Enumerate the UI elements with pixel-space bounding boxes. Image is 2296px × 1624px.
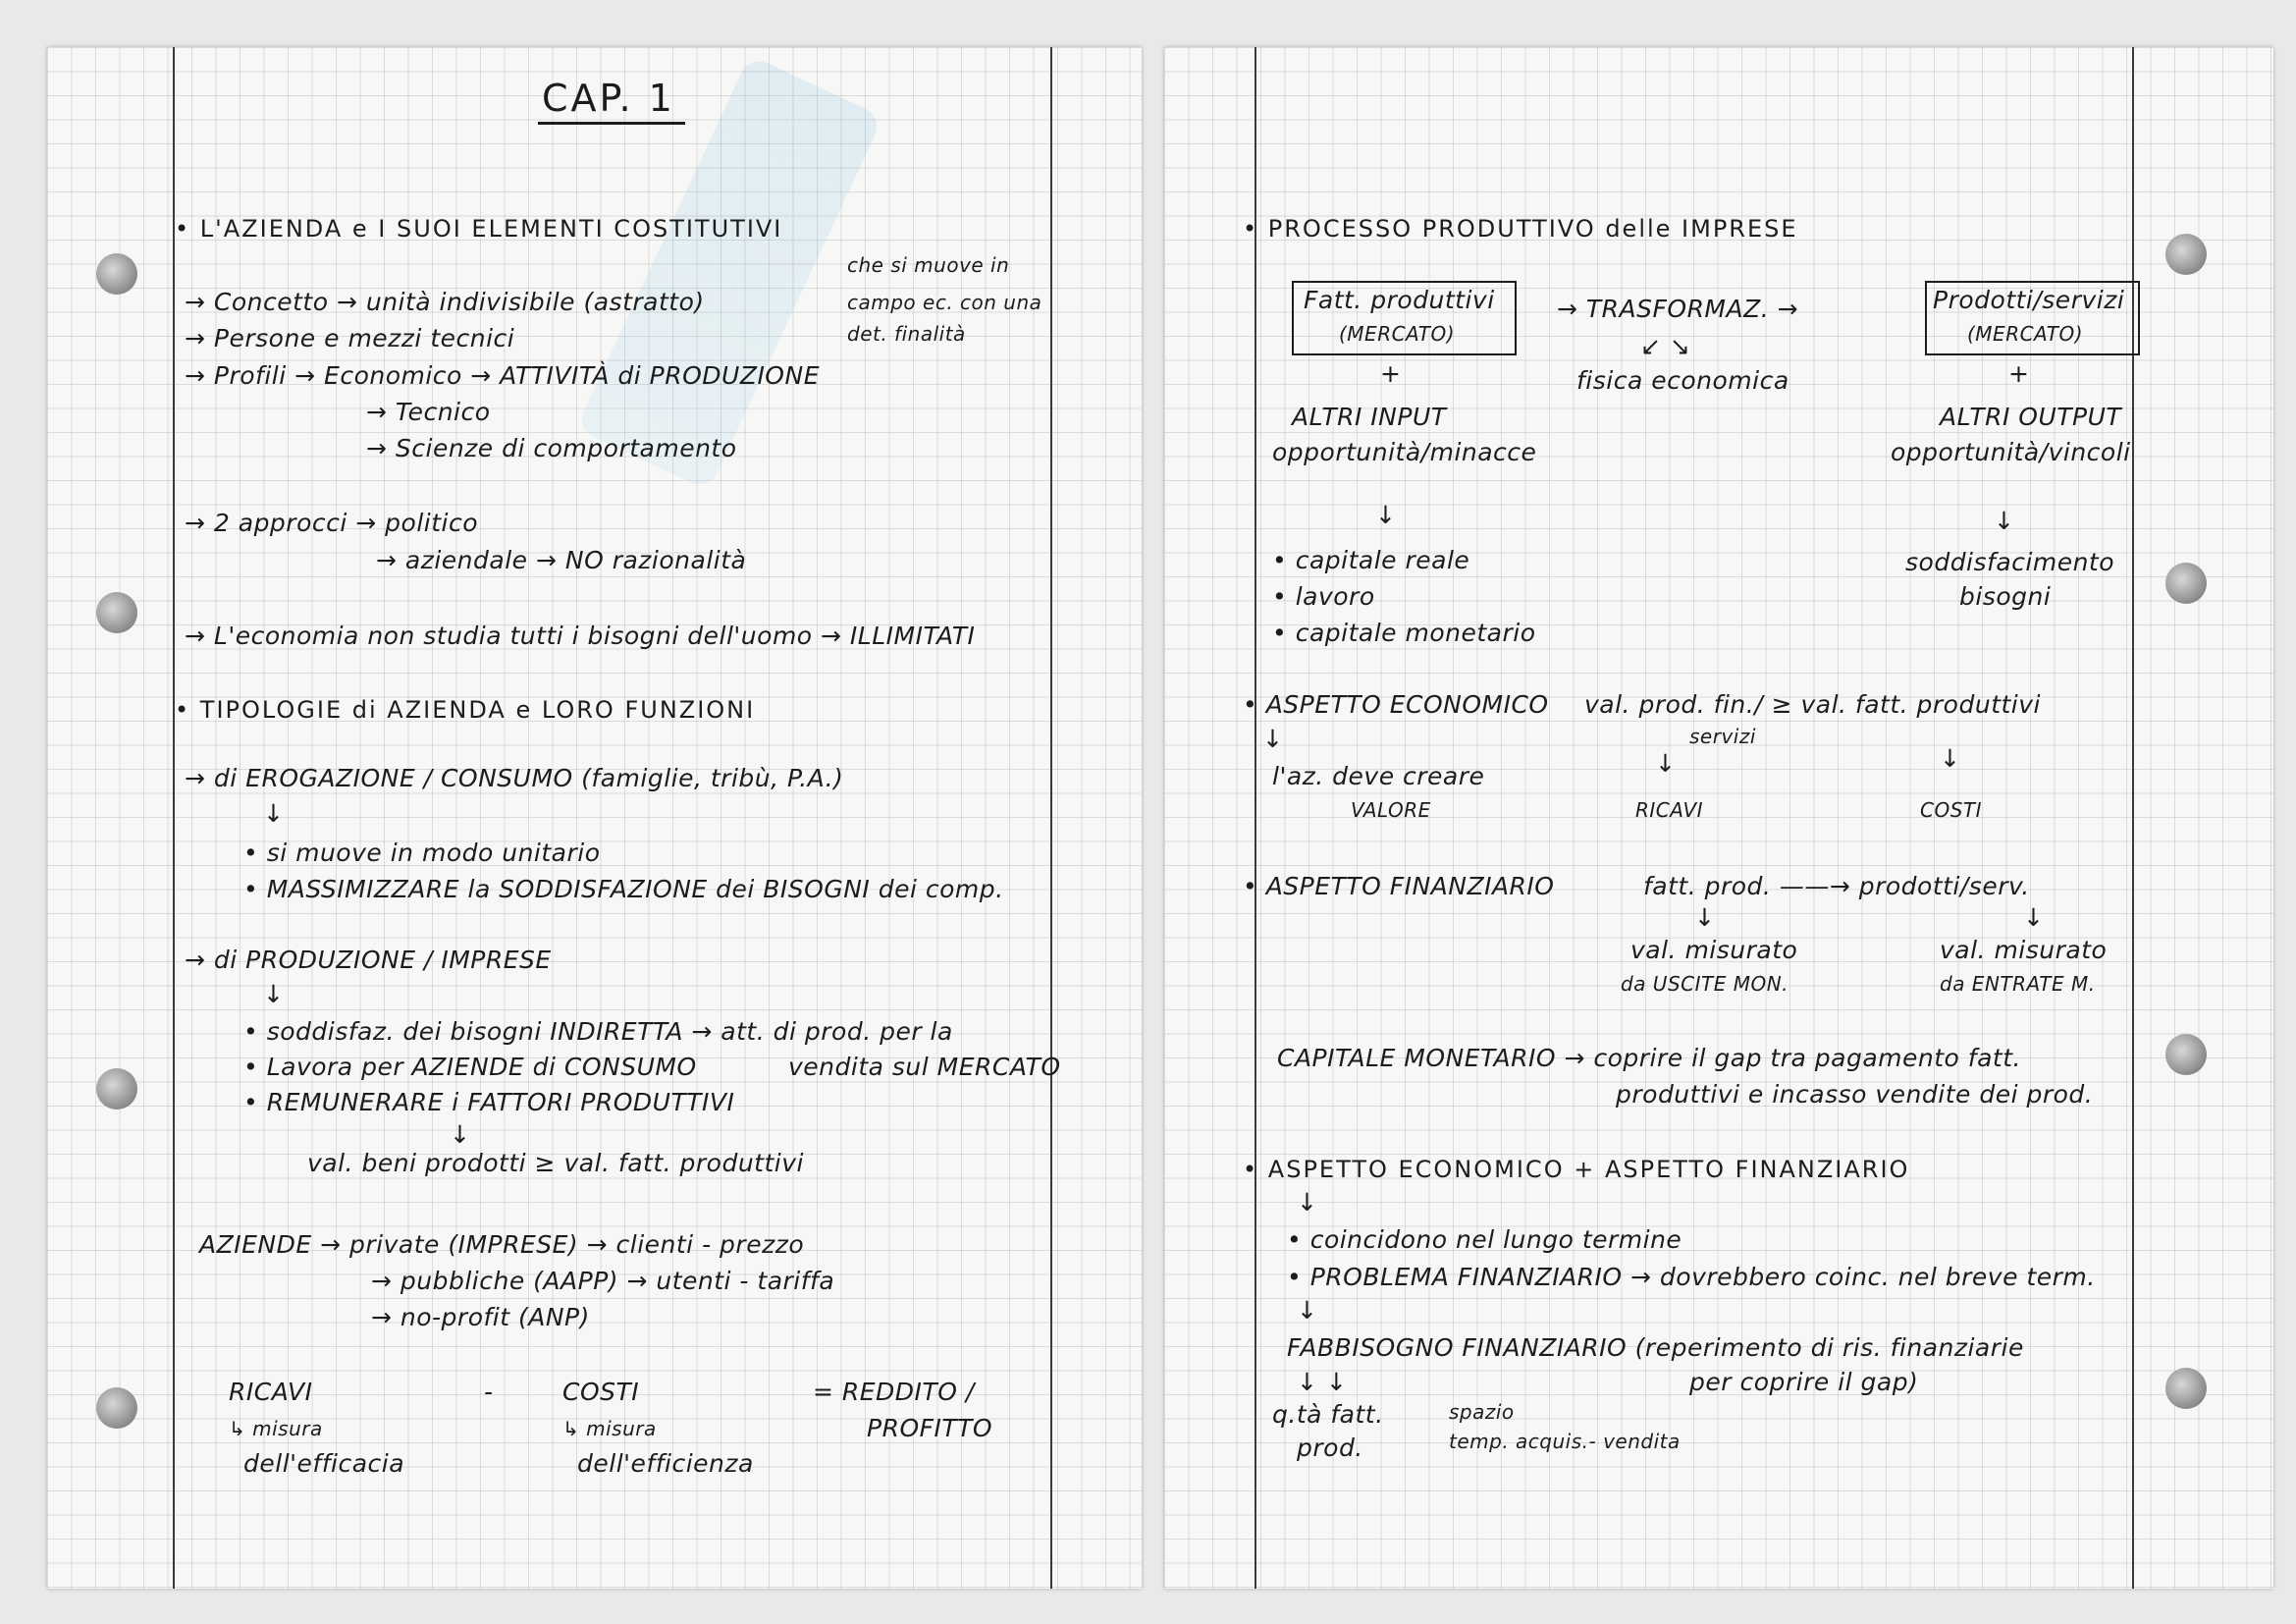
note-line: COSTI	[1920, 798, 1983, 822]
note-line: prod.	[1297, 1434, 1363, 1462]
note-line: → Persone e mezzi tecnici	[185, 324, 515, 352]
note-line: → Scienze di comportamento	[366, 434, 737, 462]
note-line: val. misurato	[1940, 936, 2108, 964]
note-line: ↓	[1940, 744, 1961, 773]
note-line: fisica economica	[1576, 366, 1789, 395]
note-line: opportunità/vincoli	[1891, 438, 2131, 466]
note-line: Fatt. produttivi	[1304, 286, 1495, 314]
note-line: vendita sul MERCATO	[788, 1053, 1061, 1081]
note-line: → Profili → Economico → ATTIVITÀ di PRODUZIONE	[185, 361, 820, 390]
note-line: ↓ ↓	[1297, 1368, 1348, 1396]
margin-line	[1050, 47, 1052, 1589]
punch-hole	[2165, 563, 2207, 604]
note-line: = REDDITO /	[813, 1378, 975, 1406]
note-line: • MASSIMIZZARE la SODDISFAZIONE dei BISOGNI dei comp.	[243, 875, 1004, 903]
note-line: • ASPETTO ECONOMICO	[1243, 690, 1549, 719]
note-line: • TIPOLOGIE di AZIENDA e LORO FUNZIONI	[175, 696, 756, 724]
note-line: RICAVI	[229, 1378, 313, 1406]
note-line: • coincidono nel lungo termine	[1287, 1225, 1682, 1254]
note-line: ALTRI INPUT	[1292, 403, 1447, 431]
note-line: ↓	[2023, 903, 2045, 932]
note-line: ↓	[263, 799, 285, 828]
note-line: fatt. prod. ——→ prodotti/serv.	[1643, 872, 2030, 900]
note-line: -	[484, 1378, 494, 1406]
note-line: CAPITALE MONETARIO → coprire il gap tra pagamento fatt.	[1277, 1044, 2021, 1072]
note-line: campo ec. con una	[847, 291, 1042, 314]
note-line: ↓	[263, 980, 285, 1008]
note-line: • ASPETTO FINANZIARIO	[1243, 872, 1555, 900]
note-line: q.tà fatt.	[1272, 1400, 1384, 1429]
note-line: AZIENDE → private (IMPRESE) → clienti - prezzo	[199, 1230, 805, 1259]
note-line: dell'efficienza	[577, 1449, 754, 1478]
punch-hole	[96, 253, 137, 295]
note-line: • si muove in modo unitario	[243, 839, 601, 867]
note-line: dell'efficacia	[243, 1449, 405, 1478]
note-line: da USCITE MON.	[1621, 972, 1789, 996]
punch-hole	[2165, 1368, 2207, 1409]
note-line: ↓	[1297, 1296, 1318, 1325]
note-line: • REMUNERARE i FATTORI PRODUTTIVI	[243, 1088, 735, 1116]
note-line: ↓	[1262, 725, 1284, 753]
note-line: → Tecnico	[366, 398, 491, 426]
note-line: • PROCESSO PRODUTTIVO delle IMPRESE	[1243, 215, 1798, 243]
note-line: → aziendale → NO razionalità	[376, 546, 747, 574]
note-line: ↓	[1994, 507, 2015, 535]
note-line: PROFITTO	[867, 1414, 993, 1442]
note-line: (MERCATO)	[1339, 322, 1456, 346]
note-line: servizi	[1689, 725, 1756, 748]
note-line: VALORE	[1351, 798, 1431, 822]
notebook-page-right	[1164, 47, 2273, 1589]
note-line: soddisfacimento	[1905, 548, 2115, 576]
punch-hole	[2165, 234, 2207, 275]
note-line: COSTI	[562, 1378, 640, 1406]
note-line: → di EROGAZIONE / CONSUMO (famiglie, tribù, P.A.)	[185, 764, 844, 792]
note-line: ↓	[1297, 1188, 1318, 1217]
note-line: ↓	[450, 1120, 471, 1149]
note-line: +	[1380, 359, 1402, 388]
note-line: → 2 approcci → politico	[185, 509, 478, 537]
note-line: Prodotti/servizi	[1933, 286, 2125, 314]
note-line: → no-profit (ANP)	[371, 1303, 590, 1331]
note-line: FABBISOGNO FINANZIARIO (reperimento di ris. finanziarie	[1287, 1333, 2024, 1362]
punch-hole	[96, 592, 137, 633]
note-line: det. finalità	[847, 322, 966, 346]
note-line: (MERCATO)	[1967, 322, 2084, 346]
margin-line	[173, 47, 175, 1589]
note-line: val. prod. fin./ ≥ val. fatt. produttivi	[1584, 690, 2041, 719]
note-line: • PROBLEMA FINANZIARIO → dovrebbero coinc. nel breve term.	[1287, 1263, 2096, 1291]
note-line: → pubbliche (AAPP) → utenti - tariffa	[371, 1267, 835, 1295]
note-line: → TRASFORMAZ. →	[1557, 295, 1799, 323]
notebook-page-left	[47, 47, 1142, 1589]
note-line: +	[2008, 359, 2030, 388]
note-line: • Lavora per AZIENDE di CONSUMO	[243, 1053, 697, 1081]
note-line: da ENTRATE M.	[1940, 972, 2096, 996]
note-line: → di PRODUZIONE / IMPRESE	[185, 946, 552, 974]
note-line: ALTRI OUTPUT	[1940, 403, 2122, 431]
punch-hole	[2165, 1034, 2207, 1075]
note-line: per coprire il gap)	[1689, 1368, 1919, 1396]
note-line: → L'economia non studia tutti i bisogni dell'uomo → ILLIMITATI	[185, 622, 976, 650]
note-line: ↓	[1694, 903, 1716, 932]
note-line: val. misurato	[1630, 936, 1798, 964]
note-line: val. beni prodotti ≥ val. fatt. produttivi	[307, 1149, 804, 1177]
margin-line	[2132, 47, 2134, 1589]
note-line: produttivi e incasso vendite dei prod.	[1616, 1080, 2094, 1109]
note-line: opportunità/minacce	[1272, 438, 1537, 466]
note-line: ↙ ↘	[1640, 332, 1691, 360]
note-line: • L'AZIENDA e I SUOI ELEMENTI COSTITUTIVI	[175, 215, 783, 243]
note-line: • lavoro	[1272, 582, 1375, 611]
note-line: RICAVI	[1635, 798, 1704, 822]
note-line: spazio	[1449, 1400, 1515, 1424]
note-line: → Concetto → unità indivisibile (astratto)	[185, 288, 705, 316]
note-line: ↓	[1375, 501, 1397, 529]
note-line: ↳ misura	[562, 1417, 657, 1440]
note-line: ↓	[1655, 749, 1677, 778]
note-line: • soddisfaz. dei bisogni INDIRETTA → att. di prod. per la	[243, 1017, 953, 1046]
punch-hole	[96, 1387, 137, 1429]
note-line: • capitale monetario	[1272, 619, 1536, 647]
note-line: • capitale reale	[1272, 546, 1470, 574]
margin-line	[1255, 47, 1256, 1589]
page-title: CAP. 1	[538, 77, 685, 125]
note-line: che si muove in	[847, 253, 1010, 277]
note-line: ↳ misura	[229, 1417, 323, 1440]
note-line: • ASPETTO ECONOMICO + ASPETTO FINANZIARIO	[1243, 1156, 1910, 1183]
note-line: temp. acquis.- vendita	[1449, 1430, 1681, 1453]
punch-hole	[96, 1068, 137, 1110]
note-line: l'az. deve creare	[1272, 762, 1485, 790]
note-line: bisogni	[1959, 582, 2052, 611]
